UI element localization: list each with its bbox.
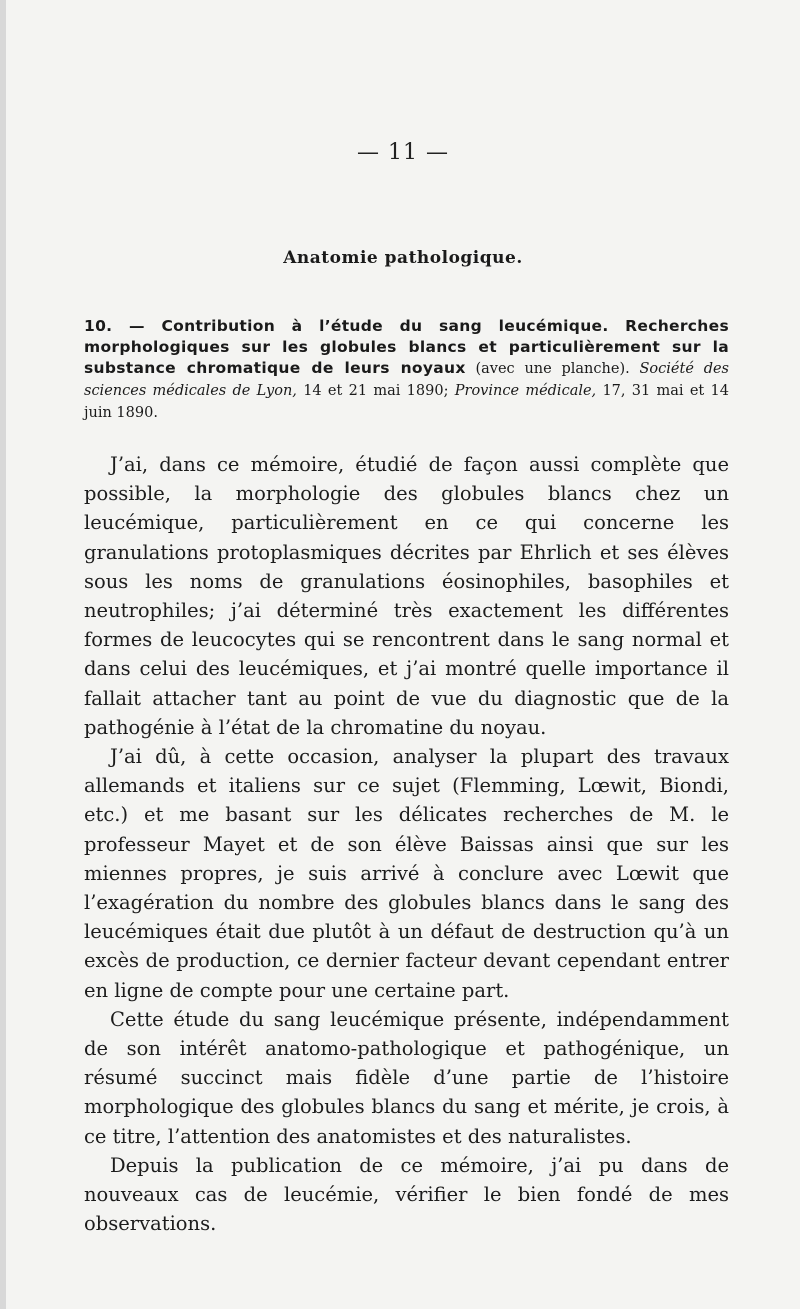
body-text xyxy=(84,450,729,1238)
entry-number: 10. — xyxy=(84,317,162,335)
entry-source-1: Société des sciences médicales de Lyon, xyxy=(84,361,729,399)
paragraph: J’ai dû, à cette occasion, analyser la plupart des travaux allemands et italiens sur ce sujet (Flemming, Lœwit, Biondi, etc.) et me basant sur les délicates recherches de M. le professeur Mayet et de son élève Baissas ainsi que sur les miennes propres, je suis arrivé à conclure avec Lœwit que l’exagération du nombre des globules blancs dans le sang des leucémiques était due plutôt à un défaut de destruction qu’à un excès de production, ce dernier facteur devant cependant entrer en ligne de compte pour une certaine part. xyxy=(84,745,729,1002)
paragraph: J’ai, dans ce mémoire, étudié de façon aussi complète que possible, la morphologie des globules blancs chez un leucémique, particulièrement en ce qui concerne les granulations protoplasmiques décrites par Ehrlich et ses élèves sous les noms de granulations éosinophiles, basophiles et neutrophiles; j’ai déterminé très exactement les différentes formes de leucocytes qui se rencontrent dans le sang normal et dans celui des leucémiques, et j’ai montré quelle importance il fallait attacher tant au point de vue du diagnostic que de la pathogénie à l’état de la chromatine du noyau. xyxy=(84,453,729,739)
bibliographic-entry xyxy=(84,316,729,424)
entry-title: Contribution à l’étude du sang leucémique. Recherches morphologiques sur les globules blancs et particulièrement sur la substance chromatique de leurs noyaux xyxy=(84,317,729,377)
paragraph: Cette étude du sang leucémique présente, indépendamment de son intérêt anatomo-pathologique et pathogénique, un résumé succinct mais fidèle d’une partie de l’histoire morphologique des globules blancs du sang et mérite, je crois, à ce titre, l’attention des anatomistes et des naturalistes. xyxy=(84,1007,729,1148)
entry-source-2: Province médicale, xyxy=(454,383,597,399)
entry-dates-2: 17, 31 mai et 14 juin 1890. xyxy=(84,383,729,421)
page-number: — 11 — xyxy=(357,140,449,165)
entry-dates-1: 14 et 21 mai 1890; xyxy=(296,383,455,399)
entry-note: (avec une planche). xyxy=(465,361,640,377)
document-page xyxy=(6,0,800,1309)
section-title: Anatomie pathologique. xyxy=(283,248,523,268)
paragraph: Depuis la publication de ce mémoire, j’ai pu dans de nouveaux cas de leucémie, vérifier le bien fondé de mes observations. xyxy=(84,1153,729,1236)
